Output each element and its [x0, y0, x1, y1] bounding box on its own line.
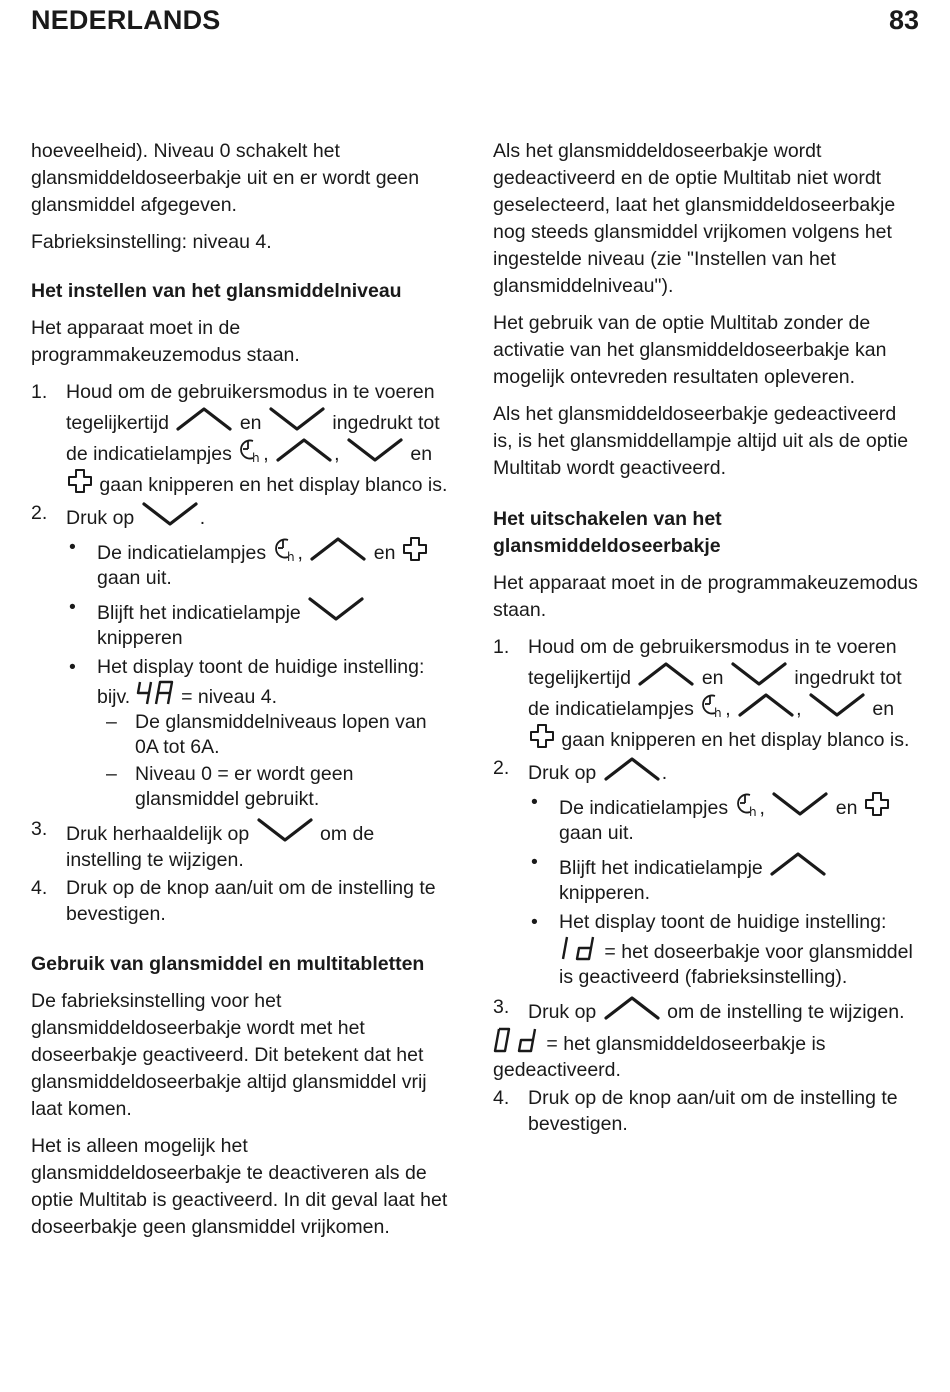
deactivated-note — [493, 1027, 918, 1083]
bullet-item — [528, 790, 918, 846]
steps-list — [493, 634, 918, 1025]
step-text: Druk herhaaldelijk op — [66, 823, 250, 845]
display-segment-4a — [136, 680, 176, 706]
bullet-list — [528, 790, 918, 990]
bullet-list — [66, 535, 453, 812]
bullet-text: gaan uit. — [97, 567, 172, 589]
program-phase-icon — [699, 691, 725, 719]
step-text: en — [701, 667, 724, 689]
page-number: 83 — [888, 5, 919, 35]
step-text: Druk op de knop aan/uit om de instelling te bevestigen. — [528, 1087, 898, 1135]
step-number: 2. — [31, 502, 48, 524]
step-number: 1. — [493, 636, 510, 658]
step-text: , — [263, 443, 269, 465]
step-text: Houd om de gebruikersmodus in te voeren tegelijkertijd — [528, 636, 897, 689]
step-1 — [493, 634, 918, 753]
step-text: om de instelling te wijzigen. — [667, 1001, 905, 1023]
section-heading-disable-dispenser: Het uitschakelen van het glansmiddeldoseerbakje — [493, 508, 722, 557]
step-4 — [31, 875, 453, 927]
step-text: ingedrukt tot de indicatielampjes — [528, 667, 902, 720]
section-heading-rinse-aid-multitabs: Gebruik van glansmiddel en multitabletten — [31, 953, 425, 975]
step-number: 3. — [31, 818, 48, 840]
bullet-text: en — [835, 797, 858, 819]
bullet-text: knipperen. — [559, 882, 651, 904]
chevron-up-icon — [308, 535, 368, 563]
chevron-up-icon — [174, 405, 234, 433]
bullet: • — [531, 851, 538, 873]
step-text: Druk op — [528, 1001, 597, 1023]
dash-item — [97, 762, 453, 812]
step-number: 3. — [493, 996, 510, 1018]
bullet: • — [69, 536, 76, 558]
step-4 — [493, 1085, 918, 1137]
paragraph: hoeveelheid). Niveau 0 schakelt het glansmiddeldoseerbakje uit en er wordt geen glansmiddel afgegeven. — [31, 140, 420, 216]
dash-text: Niveau 0 = er wordt geen glansmiddel gebruikt. — [135, 763, 354, 810]
bullet-text: = het doseerbakje voor glansmiddel is geactiveerd (fabrieksinstelling). — [559, 941, 913, 988]
bullet-item — [528, 910, 918, 990]
program-phase-icon — [272, 535, 298, 563]
bullet-text: Het display toont de huidige instelling: bijv. — [97, 656, 425, 708]
note-text: = het glansmiddeldoseerbakje is gedeactiveerd. — [493, 1033, 826, 1081]
paragraph: De fabrieksinstelling voor het glansmiddeldoseerbakje wordt met het doseerbakje geactiveerd. Dit betekent dat het glansmiddeldoseerbakje altijd glansmiddel vrij laat komen. — [31, 990, 427, 1120]
step-number: 4. — [493, 1087, 510, 1109]
paragraph: Als het glansmiddeldoseerbakje gedeactiveerd is, is het glansmiddellampje altijd uit als de optie Multitab wordt geactiveerd. — [493, 403, 909, 479]
paragraph: Het apparaat moet in de programmakeuzemodus staan. — [493, 572, 918, 621]
display-segment-1d — [559, 935, 599, 961]
step-text: , — [796, 698, 802, 720]
chevron-down-icon — [807, 691, 867, 719]
step-number: 1. — [31, 381, 48, 403]
step-3 — [31, 816, 453, 873]
step-text: Druk op de knop aan/uit om de instelling te bevestigen. — [66, 877, 436, 925]
step-1 — [31, 379, 453, 498]
step-text: gaan knipperen en het display blanco is. — [99, 474, 448, 496]
steps-list — [493, 1085, 918, 1137]
plus-option-icon — [401, 535, 429, 563]
chevron-up-icon — [602, 994, 662, 1022]
chevron-up-icon — [636, 660, 696, 688]
step-text: en — [239, 412, 262, 434]
bullet-text: De indicatielampjes — [559, 797, 729, 819]
chevron-down-icon — [140, 500, 200, 528]
step-text: en — [872, 698, 895, 720]
step-text: om de instelling te wijzigen. — [66, 823, 375, 871]
bullet: • — [69, 596, 76, 618]
step-text: Houd om de gebruikersmodus in te voeren tegelijkertijd — [66, 381, 435, 434]
bullet-text: Blijft het indicatielampje — [559, 857, 763, 879]
step-number: 4. — [31, 877, 48, 899]
language-heading: NEDERLANDS — [31, 5, 221, 35]
bullet-item — [66, 595, 453, 651]
dash-list — [97, 710, 453, 812]
steps-list — [31, 379, 453, 927]
section-heading-set-rinse-aid-level: Het instellen van het glansmiddelniveau — [31, 280, 402, 302]
right-column — [493, 138, 918, 1139]
step-text: en — [410, 443, 433, 465]
dash-item — [97, 710, 453, 760]
plus-option-icon — [863, 790, 891, 818]
paragraph: Het apparaat moet in de programmakeuzemodus staan. — [31, 317, 300, 366]
bullet-text: = niveau 4. — [181, 686, 278, 708]
paragraph: Als het glansmiddeldoseerbakje wordt gedeactiveerd en de optie Multitab niet wordt geselecteerd, laat het glansmiddeldoseerbakje nog steeds glansmiddel vrijkomen volgens het ingestelde niveau (zie "Instellen van het glansmiddelniveau"). — [493, 140, 896, 297]
dash: – — [106, 763, 117, 785]
dash: – — [106, 711, 117, 733]
bullet: • — [69, 656, 76, 678]
bullet-text: gaan uit. — [559, 822, 634, 844]
step-2 — [493, 755, 918, 990]
chevron-down-icon — [345, 436, 405, 464]
bullet-text: , — [759, 797, 765, 819]
plus-option-icon — [66, 467, 94, 495]
chevron-up-icon — [768, 850, 828, 878]
chevron-down-icon — [729, 660, 789, 688]
paragraph: Het gebruik van de optie Multitab zonder de activatie van het glansmiddeldoseerbakje kan mogelijk ontevreden resultaten opleveren. — [493, 312, 887, 388]
chevron-down-icon — [306, 595, 366, 623]
step-text: Druk op — [66, 507, 135, 529]
step-text: . — [661, 762, 668, 784]
chevron-up-icon — [274, 436, 334, 464]
step-text: gaan knipperen en het display blanco is. — [561, 729, 910, 751]
plus-option-icon — [528, 722, 556, 750]
chevron-down-icon — [255, 816, 315, 844]
step-text: , — [725, 698, 731, 720]
step-text: ingedrukt tot de indicatielampjes — [66, 412, 440, 465]
step-text: , — [334, 443, 340, 465]
display-segment-0d — [493, 1027, 541, 1053]
bullet-text: en — [373, 542, 396, 564]
chevron-down-icon — [770, 790, 830, 818]
step-text: Druk op — [528, 762, 597, 784]
chevron-up-icon — [602, 755, 662, 783]
page-header — [31, 2, 919, 38]
bullet-text: , — [297, 542, 303, 564]
bullet-item — [66, 535, 453, 591]
bullet: • — [531, 911, 538, 933]
chevron-up-icon — [736, 691, 796, 719]
bullet: • — [531, 791, 538, 813]
chevron-down-icon — [267, 405, 327, 433]
bullet-item — [528, 850, 918, 906]
step-number: 2. — [493, 757, 510, 779]
bullet-text: Het display toont de huidige instelling: — [559, 911, 887, 933]
bullet-text: De indicatielampjes — [97, 542, 267, 564]
paragraph: Het is alleen mogelijk het glansmiddeldoseerbakje te deactiveren als de optie Multitab is geactiveerd. In dit geval laat het doseerbakje geen glansmiddel vrijkomen. — [31, 1135, 448, 1238]
step-2 — [31, 500, 453, 812]
program-phase-icon — [237, 436, 263, 464]
dash-text: De glansmiddelniveaus lopen van 0A tot 6A. — [135, 711, 427, 758]
bullet-text: knipperen — [97, 627, 183, 649]
bullet-item — [66, 655, 453, 812]
factory-setting-note: Fabrieksinstelling: niveau 4. — [31, 231, 272, 253]
step-3 — [493, 994, 918, 1025]
program-phase-icon — [734, 790, 760, 818]
left-column — [31, 138, 453, 1251]
bullet-text: Blijft het indicatielampje — [97, 602, 301, 624]
step-text: . — [199, 507, 206, 529]
